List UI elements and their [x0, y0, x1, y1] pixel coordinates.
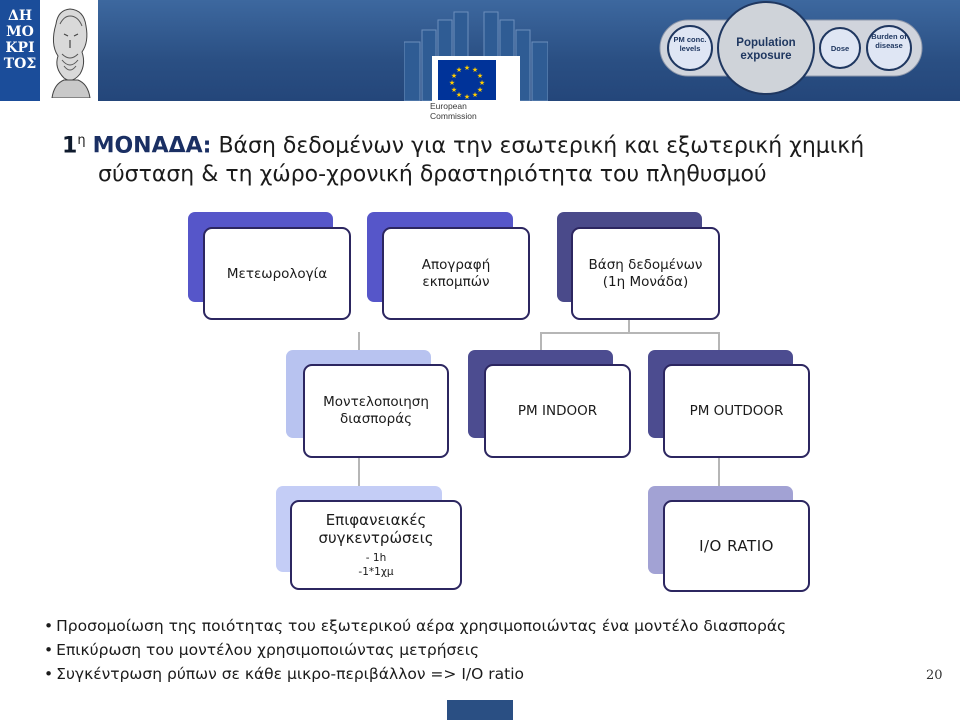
ec-label-line1: European: [430, 101, 467, 111]
node-io-ratio-box: I/O RATIO: [663, 500, 810, 592]
node-dispersion-box: Μοντελοποιηση διασποράς: [303, 364, 449, 458]
connector-db-stem: [628, 320, 630, 334]
connector-outdoor-down: [718, 458, 720, 488]
svg-text:★: ★: [476, 72, 484, 80]
header-band: [0, 0, 960, 101]
node-surface-box: [290, 500, 462, 590]
flow-step-dose: Dose: [830, 44, 850, 53]
footer-bar: [447, 700, 513, 720]
svg-text:★: ★: [463, 93, 471, 101]
connector-dispersion-down: [358, 458, 360, 488]
slide-title: [62, 126, 942, 189]
svg-text:★: ★: [471, 91, 479, 99]
svg-text:★: ★: [478, 79, 486, 87]
svg-text:★: ★: [463, 64, 471, 72]
svg-text:★: ★: [450, 86, 458, 94]
svg-text:★: ★: [450, 72, 458, 80]
ec-label-line2: Commission: [430, 111, 477, 121]
bullet-item: • Προσομοίωση της ποιότητας του εξωτερικού αέρα χρησιμοποιώντας ένα μοντέλο διασποράς: [44, 614, 786, 638]
node-pm-outdoor-box: PM OUTDOOR: [663, 364, 810, 458]
exposure-flow-diagram: [0, 0, 960, 101]
svg-text:★: ★: [471, 66, 479, 74]
svg-text:★: ★: [455, 91, 463, 99]
connector-db-horizontal: [540, 332, 720, 334]
ec-label: [430, 101, 477, 121]
node-meteorology-box: Μετεωρολογία: [203, 227, 351, 320]
flow-step-pm-conc: PM conc. levels: [673, 35, 707, 53]
node-database-box: Βάση δεδομένων (1η Μονάδα): [571, 227, 720, 320]
bullet-item: • Συγκέντρωση ρύπων σε κάθε μικρο-περιβάλλον => I/O ratio: [44, 662, 786, 686]
bullet-list: [44, 614, 786, 686]
logo-lettering: ΔΗ ΜΟ ΚΡΙ ΤΟΣ: [0, 0, 40, 101]
surface-title: Επιφανειακές συγκεντρώσεις: [318, 511, 434, 547]
flow-step-burden: Burden of disease: [871, 32, 907, 50]
node-pm-indoor-box: PM INDOOR: [484, 364, 631, 458]
connector-db-right-drop: [718, 332, 720, 350]
title-line1: Βάση δεδομένων για την εσωτερική και εξωτερική χημική: [218, 133, 865, 159]
flow-step-population-exposure: Population exposure: [736, 37, 796, 62]
title-superscript: η: [77, 133, 86, 148]
node-emissions-box: Απογραφή εκπομπών: [382, 227, 530, 320]
bullet-item: • Επικύρωση του μοντέλου χρησιμοποιώντας μετρήσεις: [44, 638, 786, 662]
title-line2: σύσταση & τη χώρο-χρονική δραστηριότητα του πληθυσμού: [98, 162, 767, 188]
connector-db-left-drop: [540, 332, 542, 350]
svg-text:★: ★: [448, 79, 456, 87]
page-number: 20: [926, 668, 943, 683]
surface-sub2: -1*1χμ: [358, 566, 394, 578]
title-number: 1: [62, 133, 78, 159]
title-unit: ΜΟΝΑΔΑ:: [92, 133, 212, 159]
svg-text:★: ★: [476, 86, 484, 94]
surface-sub1: - 1h: [365, 552, 387, 564]
svg-text:★: ★: [455, 66, 463, 74]
